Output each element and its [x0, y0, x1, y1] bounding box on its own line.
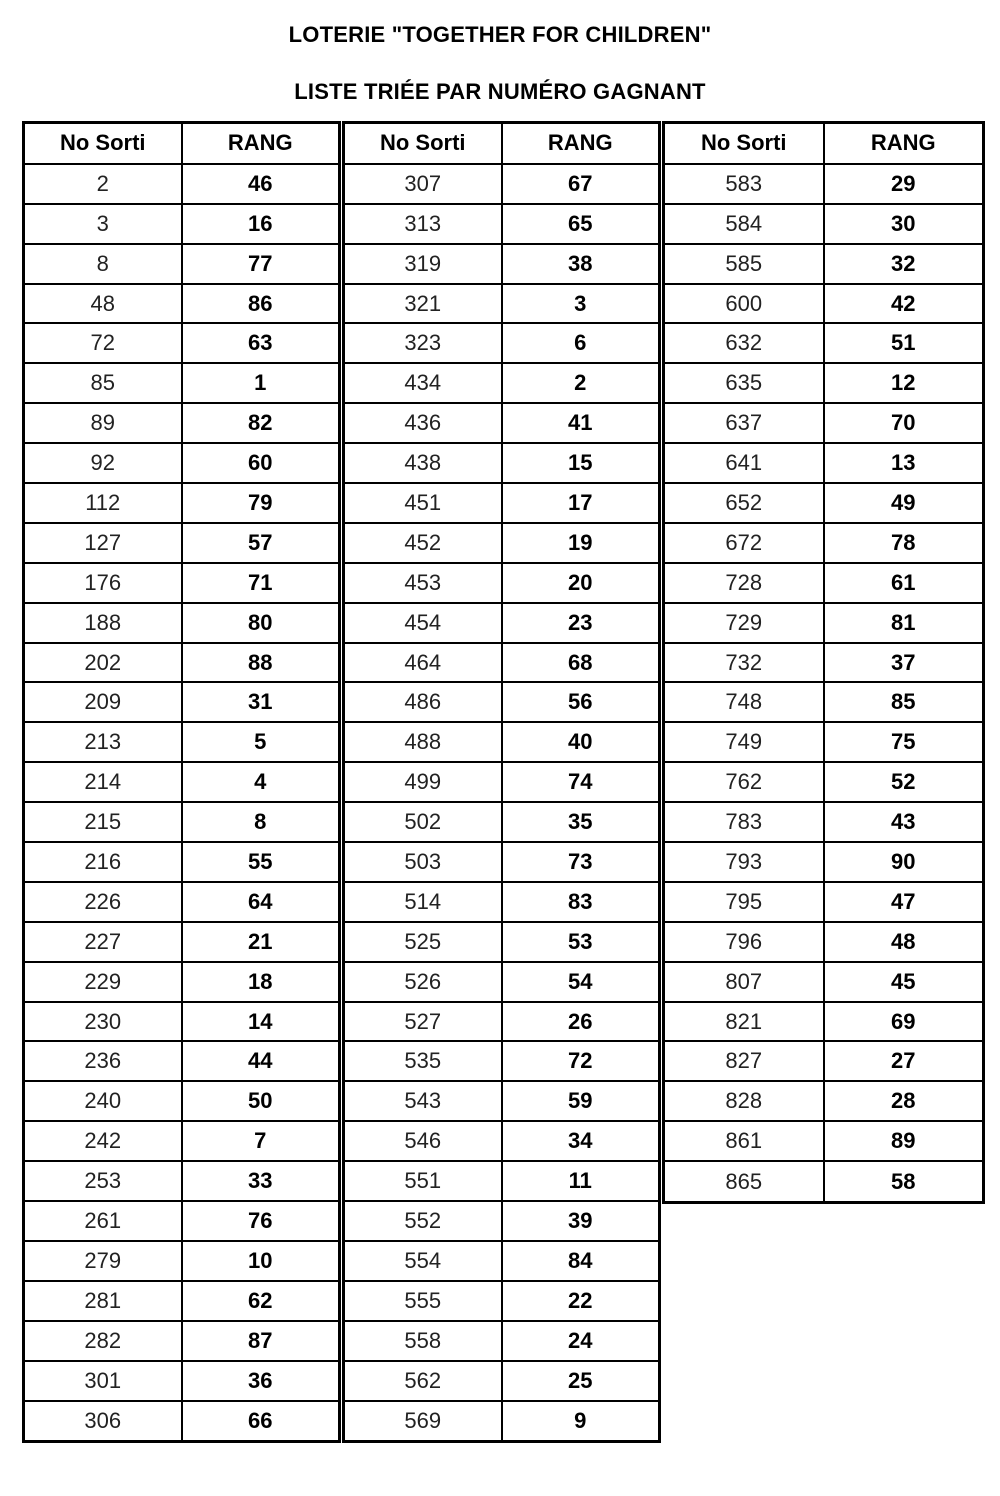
table-row [25, 164, 338, 204]
rank-cell: 41 [502, 403, 659, 443]
table-row [25, 1002, 338, 1042]
table-row [25, 682, 338, 722]
rank-cell: 45 [824, 962, 983, 1002]
table-row [25, 922, 338, 962]
number-drawn-cell: 307 [345, 164, 502, 204]
number-drawn-cell: 585 [665, 244, 824, 284]
number-drawn-cell: 279 [25, 1241, 182, 1281]
table-row [665, 1002, 982, 1042]
number-drawn-cell: 454 [345, 603, 502, 643]
rank-cell: 16 [182, 204, 339, 244]
number-drawn-cell: 783 [665, 802, 824, 842]
rank-cell: 79 [182, 483, 339, 523]
rank-cell: 66 [248, 1407, 273, 1433]
rank-cell: 29 [824, 164, 983, 204]
rank-cell: 52 [824, 762, 983, 802]
table-row [25, 643, 338, 683]
rank-cell: 75 [824, 722, 983, 762]
table-row [665, 802, 982, 842]
table-row [345, 483, 658, 523]
rank-cell: 81 [824, 603, 983, 643]
rank-cell: 3 [502, 284, 659, 324]
header-rang: RANG [182, 124, 339, 164]
rank-cell: 4 [182, 762, 339, 802]
number-drawn-cell: 861 [665, 1121, 824, 1161]
table-row [25, 1121, 338, 1161]
results-column-3 [662, 121, 985, 1204]
rank-cell: 23 [502, 603, 659, 643]
rank-cell: 64 [182, 882, 339, 922]
page-subtitle: LISTE TRIÉE PAR NUMÉRO GAGNANT [294, 79, 706, 104]
table-row [665, 483, 982, 523]
table-row [25, 1201, 338, 1241]
rank-cell: 84 [502, 1241, 659, 1281]
number-drawn-cell: 748 [665, 682, 824, 722]
rank-cell: 36 [182, 1361, 339, 1401]
number-drawn-cell: 226 [25, 882, 182, 922]
rank-cell: 90 [824, 842, 983, 882]
number-drawn-cell: 635 [665, 363, 824, 403]
table-row [665, 244, 982, 284]
number-drawn-cell: 261 [25, 1201, 182, 1241]
number-drawn-cell: 728 [665, 563, 824, 603]
number-drawn-cell: 8 [25, 244, 182, 284]
rank-cell: 14 [182, 1002, 339, 1042]
rank-cell: 10 [182, 1241, 339, 1281]
table-row [25, 483, 338, 523]
number-drawn-cell: 313 [345, 204, 502, 244]
rank-cell: 80 [182, 603, 339, 643]
rank-cell: 60 [182, 443, 339, 483]
table-row [345, 1361, 658, 1401]
table-row [25, 722, 338, 762]
table-row [345, 403, 658, 443]
number-drawn-cell: 543 [345, 1081, 502, 1121]
number-drawn-cell: 202 [25, 643, 182, 683]
table-row [345, 1401, 658, 1441]
rank-cell: 31 [182, 682, 339, 722]
number-drawn-cell: 552 [345, 1201, 502, 1241]
number-drawn-cell: 499 [345, 762, 502, 802]
header-row [25, 124, 338, 164]
rank-cell: 44 [182, 1041, 339, 1081]
rank-cell: 40 [502, 722, 659, 762]
table-row [25, 244, 338, 284]
rank-cell: 74 [502, 762, 659, 802]
number-drawn-cell: 828 [665, 1081, 824, 1121]
table-row [345, 443, 658, 483]
rank-cell: 30 [824, 204, 983, 244]
number-drawn-cell: 796 [665, 922, 824, 962]
table-row [345, 682, 658, 722]
number-drawn-cell: 230 [25, 1002, 182, 1042]
table-row [345, 922, 658, 962]
number-drawn-cell: 451 [345, 483, 502, 523]
rank-cell: 12 [824, 363, 983, 403]
header-no-sorti: No Sorti [345, 124, 502, 164]
table-row [25, 762, 338, 802]
rank-cell: 76 [182, 1201, 339, 1241]
number-drawn-cell: 554 [345, 1241, 502, 1281]
rank-cell: 1 [182, 363, 339, 403]
table-row [345, 722, 658, 762]
number-drawn-cell: 188 [25, 603, 182, 643]
number-drawn-cell: 584 [665, 204, 824, 244]
table-row [25, 563, 338, 603]
number-drawn-cell: 209 [25, 682, 182, 722]
rank-cell: 33 [182, 1161, 339, 1201]
number-drawn-cell: 2 [25, 164, 182, 204]
number-drawn-cell: 525 [345, 922, 502, 962]
rank-cell: 71 [182, 563, 339, 603]
table-row [345, 1081, 658, 1121]
number-drawn-cell: 641 [665, 443, 824, 483]
rank-cell: 35 [502, 802, 659, 842]
number-drawn-cell: 323 [345, 323, 502, 363]
table-row [345, 523, 658, 563]
header-no-sorti: No Sorti [665, 124, 824, 164]
rank-cell: 22 [502, 1281, 659, 1321]
number-drawn-cell: 253 [25, 1161, 182, 1201]
rank-cell: 87 [182, 1321, 339, 1361]
number-drawn-cell: 214 [25, 762, 182, 802]
table-row [665, 1081, 982, 1121]
header-row [665, 124, 982, 164]
number-drawn-cell: 85 [25, 363, 182, 403]
table-row [665, 563, 982, 603]
rank-cell: 58 [891, 1168, 916, 1194]
number-drawn-cell: 89 [25, 403, 182, 443]
number-drawn-cell: 546 [345, 1121, 502, 1161]
rank-cell: 69 [824, 1002, 983, 1042]
rank-cell: 46 [182, 164, 339, 204]
table-row [665, 603, 982, 643]
rank-cell: 39 [502, 1201, 659, 1241]
rank-cell: 2 [502, 363, 659, 403]
number-drawn-cell: 282 [25, 1321, 182, 1361]
number-drawn-cell: 793 [665, 842, 824, 882]
table-row [25, 1241, 338, 1281]
table-row [25, 1161, 338, 1201]
table-row [345, 643, 658, 683]
table-row [345, 323, 658, 363]
table-row [665, 164, 982, 204]
number-drawn-cell: 229 [25, 962, 182, 1002]
table-row [345, 1121, 658, 1161]
number-drawn-cell: 562 [345, 1361, 502, 1401]
number-drawn-cell: 600 [665, 284, 824, 324]
rank-cell: 85 [824, 682, 983, 722]
number-drawn-cell: 215 [25, 802, 182, 842]
table-row [665, 523, 982, 563]
number-drawn-cell: 240 [25, 1081, 182, 1121]
table-row [345, 842, 658, 882]
table-row [665, 962, 982, 1002]
results-table-1 [25, 124, 338, 1440]
table-row [665, 762, 982, 802]
number-drawn-cell: 281 [25, 1281, 182, 1321]
number-drawn-cell: 176 [25, 563, 182, 603]
number-drawn-cell: 453 [345, 563, 502, 603]
number-drawn-cell: 652 [665, 483, 824, 523]
number-drawn-cell: 795 [665, 882, 824, 922]
header-no-sorti: No Sorti [25, 124, 182, 164]
table-row [665, 922, 982, 962]
table-row [25, 443, 338, 483]
number-drawn-cell: 436 [345, 403, 502, 443]
rank-cell: 65 [502, 204, 659, 244]
table-row [25, 1081, 338, 1121]
rank-cell: 89 [824, 1121, 983, 1161]
header-rang: RANG [502, 124, 659, 164]
rank-cell: 5 [182, 722, 339, 762]
rank-cell: 56 [502, 682, 659, 722]
rank-cell: 11 [502, 1161, 659, 1201]
rank-cell: 42 [824, 284, 983, 324]
rank-cell: 77 [182, 244, 339, 284]
rank-cell: 34 [502, 1121, 659, 1161]
rank-cell: 21 [182, 922, 339, 962]
number-drawn-cell: 821 [665, 1002, 824, 1042]
rank-cell: 83 [502, 882, 659, 922]
rank-cell: 88 [182, 643, 339, 683]
rank-cell: 67 [502, 164, 659, 204]
rank-cell: 48 [824, 922, 983, 962]
rank-cell: 6 [502, 323, 659, 363]
number-drawn-cell: 551 [345, 1161, 502, 1201]
number-drawn-cell: 301 [25, 1361, 182, 1401]
table-row [345, 802, 658, 842]
rank-cell: 20 [502, 563, 659, 603]
number-drawn-cell: 92 [25, 443, 182, 483]
number-drawn-cell: 569 [345, 1401, 502, 1441]
rank-cell: 73 [502, 842, 659, 882]
page-title: LOTERIE "TOGETHER FOR CHILDREN" [288, 22, 712, 47]
number-drawn-cell: 3 [25, 204, 182, 244]
table-row [345, 1002, 658, 1042]
table-row [345, 363, 658, 403]
rank-cell: 26 [502, 1002, 659, 1042]
rank-cell: 38 [502, 244, 659, 284]
table-row [345, 603, 658, 643]
number-drawn-cell: 637 [665, 403, 824, 443]
number-drawn-cell: 526 [345, 962, 502, 1002]
number-drawn-cell: 464 [345, 643, 502, 683]
results-column-1 [22, 121, 341, 1443]
number-drawn-cell: 112 [25, 483, 182, 523]
number-drawn-cell: 555 [345, 1281, 502, 1321]
table-row [345, 762, 658, 802]
rank-cell: 7 [182, 1121, 339, 1161]
table-row [665, 284, 982, 324]
header-row [345, 124, 658, 164]
rank-cell: 61 [824, 563, 983, 603]
number-drawn-cell: 503 [345, 842, 502, 882]
rank-cell: 86 [182, 284, 339, 324]
number-drawn-cell: 729 [665, 603, 824, 643]
rank-cell: 54 [502, 962, 659, 1002]
rank-cell: 78 [824, 523, 983, 563]
number-drawn-cell: 227 [25, 922, 182, 962]
number-drawn-cell: 434 [345, 363, 502, 403]
table-row [345, 284, 658, 324]
table-row [345, 244, 658, 284]
rank-cell: 53 [502, 922, 659, 962]
table-row [665, 363, 982, 403]
rank-cell: 18 [182, 962, 339, 1002]
number-drawn-cell: 321 [345, 284, 502, 324]
rank-cell: 59 [502, 1081, 659, 1121]
number-drawn-cell: 762 [665, 762, 824, 802]
table-row [665, 842, 982, 882]
rank-cell: 8 [182, 802, 339, 842]
number-drawn-cell: 749 [665, 722, 824, 762]
table-row [665, 682, 982, 722]
table-row [345, 882, 658, 922]
number-drawn-cell: 306 [25, 1401, 182, 1441]
rank-cell: 27 [824, 1041, 983, 1081]
table-row [345, 1241, 658, 1281]
rank-cell: 72 [502, 1041, 659, 1081]
number-drawn-cell: 827 [665, 1041, 824, 1081]
number-drawn-cell: 127 [25, 523, 182, 563]
table-row [345, 1321, 658, 1361]
table-row [665, 1161, 982, 1201]
table-row [25, 1321, 338, 1361]
table-row [345, 204, 658, 244]
table-row [665, 323, 982, 363]
rank-cell: 55 [182, 842, 339, 882]
rank-cell: 70 [824, 403, 983, 443]
number-drawn-cell: 438 [345, 443, 502, 483]
number-drawn-cell: 583 [665, 164, 824, 204]
rank-cell: 17 [502, 483, 659, 523]
rank-cell: 50 [182, 1081, 339, 1121]
table-row [25, 842, 338, 882]
table-row [25, 962, 338, 1002]
rank-cell: 82 [182, 403, 339, 443]
number-drawn-cell: 48 [25, 284, 182, 324]
table-row [665, 1041, 982, 1081]
rank-cell: 49 [824, 483, 983, 523]
number-drawn-cell: 535 [345, 1041, 502, 1081]
table-row [25, 204, 338, 244]
number-drawn-cell: 319 [345, 244, 502, 284]
number-drawn-cell: 486 [345, 682, 502, 722]
number-drawn-cell: 452 [345, 523, 502, 563]
rank-cell: 32 [824, 244, 983, 284]
table-row [345, 164, 658, 204]
rank-cell: 63 [182, 323, 339, 363]
number-drawn-cell: 488 [345, 722, 502, 762]
table-row [345, 1161, 658, 1201]
table-row [25, 802, 338, 842]
table-row [665, 204, 982, 244]
table-row [665, 403, 982, 443]
header-rang: RANG [824, 124, 983, 164]
table-row [25, 603, 338, 643]
number-drawn-cell: 558 [345, 1321, 502, 1361]
rank-cell: 37 [824, 643, 983, 683]
table-row [25, 284, 338, 324]
rank-cell: 62 [182, 1281, 339, 1321]
rank-cell: 25 [502, 1361, 659, 1401]
table-row [25, 403, 338, 443]
number-drawn-cell: 807 [665, 962, 824, 1002]
rank-cell: 15 [502, 443, 659, 483]
table-row [25, 1401, 338, 1441]
number-drawn-cell: 732 [665, 643, 824, 683]
table-row [25, 1041, 338, 1081]
table-row [345, 563, 658, 603]
rank-cell: 43 [824, 802, 983, 842]
results-table-2 [345, 124, 658, 1440]
number-drawn-cell: 632 [665, 323, 824, 363]
number-drawn-cell: 672 [665, 523, 824, 563]
table-row [665, 1121, 982, 1161]
number-drawn-cell: 216 [25, 842, 182, 882]
number-drawn-cell: 213 [25, 722, 182, 762]
number-drawn-cell: 865 [665, 1161, 824, 1201]
table-row [25, 363, 338, 403]
rank-cell: 9 [574, 1407, 587, 1433]
table-row [665, 722, 982, 762]
rank-cell: 47 [824, 882, 983, 922]
number-drawn-cell: 236 [25, 1041, 182, 1081]
table-row [25, 882, 338, 922]
number-drawn-cell: 502 [345, 802, 502, 842]
rank-cell: 13 [824, 443, 983, 483]
table-row [345, 1281, 658, 1321]
number-drawn-cell: 527 [345, 1002, 502, 1042]
table-row [665, 643, 982, 683]
table-row [25, 323, 338, 363]
results-column-2 [342, 121, 661, 1443]
number-drawn-cell: 72 [25, 323, 182, 363]
number-drawn-cell: 242 [25, 1121, 182, 1161]
rank-cell: 51 [824, 323, 983, 363]
rank-cell: 68 [502, 643, 659, 683]
table-row [25, 523, 338, 563]
table-row [345, 1041, 658, 1081]
results-table-3 [665, 124, 982, 1201]
table-row [345, 962, 658, 1002]
table-row [665, 882, 982, 922]
table-row [25, 1361, 338, 1401]
table-row [665, 443, 982, 483]
rank-cell: 24 [502, 1321, 659, 1361]
rank-cell: 19 [502, 523, 659, 563]
table-row [345, 1201, 658, 1241]
rank-cell: 28 [824, 1081, 983, 1121]
number-drawn-cell: 514 [345, 882, 502, 922]
rank-cell: 57 [182, 523, 339, 563]
table-row [25, 1281, 338, 1321]
